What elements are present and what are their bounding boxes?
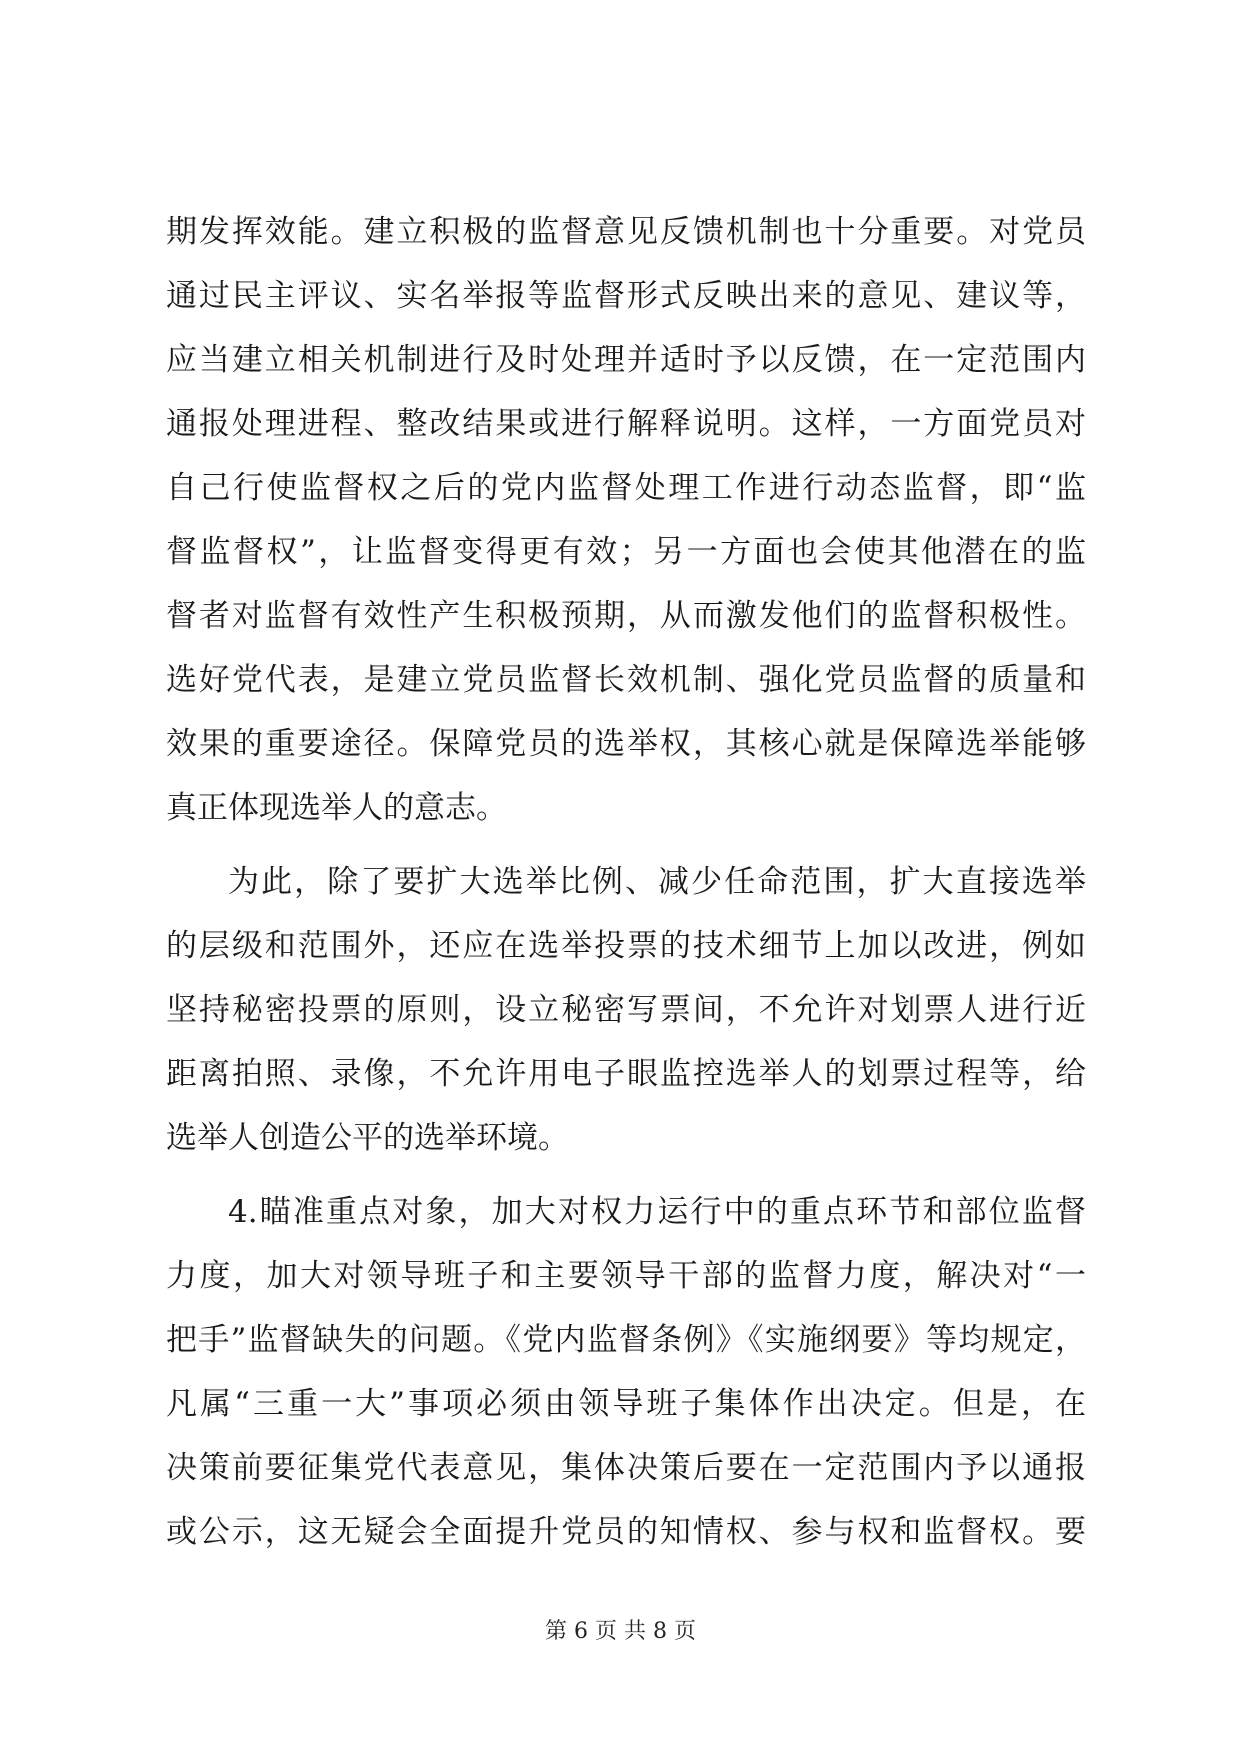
text-line: 通报处理进程、整改结果或进行解释说明。这样，一方面党员对 [166, 406, 1086, 442]
text-line: 或公示，这无疑会全面提升党员的知情权、参与权和监督权。要 [166, 1514, 1086, 1550]
document-body [166, 200, 1086, 1564]
text-line: 督监督权”，让监督变得更有效；另一方面也会使其他潜在的监 [166, 534, 1086, 570]
text-line: 应当建立相关机制进行及时处理并适时予以反馈，在一定范围内 [166, 342, 1086, 378]
paragraph-2 [166, 850, 1086, 1170]
text-line: 真正体现选举人的意志。 [166, 790, 507, 826]
text-line: 坚持秘密投票的原则，设立秘密写票间，不允许对划票人进行近 [166, 992, 1086, 1028]
paragraph-3 [166, 1180, 1086, 1564]
text-line: 凡属“三重一大”事项必须由领导班子集体作出决定。但是，在 [166, 1386, 1086, 1422]
text-line: 为此，除了要扩大选举比例、减少任命范围，扩大直接选举 [228, 864, 1086, 900]
page-footer [0, 1614, 1241, 1645]
text-line: 选好党代表，是建立党员监督长效机制、强化党员监督的质量和 [166, 662, 1086, 698]
text-line: 督者对监督有效性产生积极预期，从而激发他们的监督积极性。 [166, 598, 1086, 634]
text-line: 4.瞄准重点对象，加大对权力运行中的重点环节和部位监督 [228, 1194, 1086, 1230]
text-line: 通过民主评议、实名举报等监督形式反映出来的意见、建议等， [166, 278, 1086, 314]
text-line: 选举人创造公平的选举环境。 [166, 1120, 569, 1156]
text-line: 力度，加大对领导班子和主要领导干部的监督力度，解决对“一 [166, 1258, 1086, 1294]
text-line: 效果的重要途径。保障党员的选举权，其核心就是保障选举能够 [166, 726, 1086, 762]
text-line: 把手”监督缺失的问题。《党内监督条例》《实施纲要》等均规定， [166, 1322, 1086, 1358]
text-line: 的层级和范围外，还应在选举投票的技术细节上加以改进，例如 [166, 928, 1086, 964]
paragraph-1 [166, 200, 1086, 840]
page-number-label: 第 6 页 共 8 页 [545, 1619, 696, 1644]
text-line: 期发挥效能。建立积极的监督意见反馈机制也十分重要。对党员 [166, 214, 1086, 250]
text-line: 自己行使监督权之后的党内监督处理工作进行动态监督，即“监 [166, 470, 1086, 506]
text-line: 距离拍照、录像，不允许用电子眼监控选举人的划票过程等，给 [166, 1056, 1086, 1092]
text-line: 决策前要征集党代表意见，集体决策后要在一定范围内予以通报 [166, 1450, 1086, 1486]
